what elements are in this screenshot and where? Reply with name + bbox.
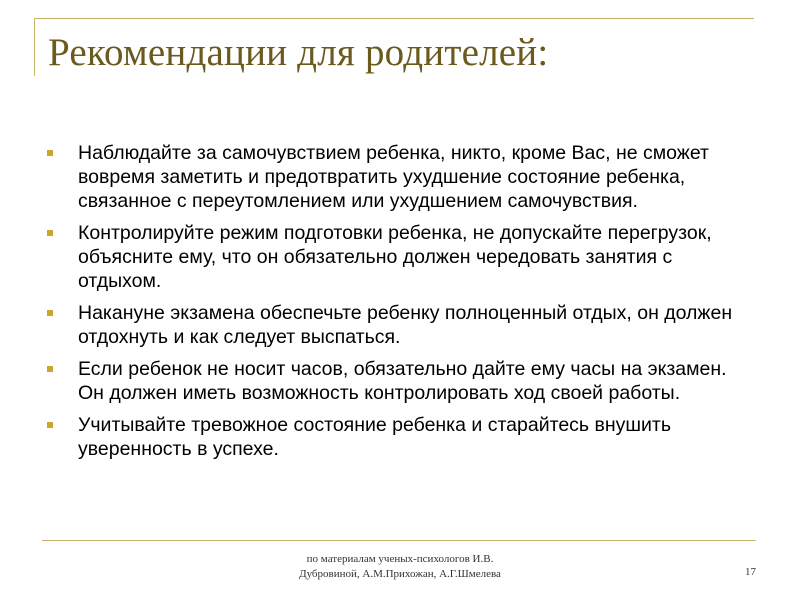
page-number: 17 xyxy=(745,566,756,578)
square-bullet-icon xyxy=(47,150,53,156)
bullet-item xyxy=(44,357,754,405)
frame-bottom-line xyxy=(42,540,756,541)
slide-title: Рекомендации для родителей: xyxy=(48,31,549,74)
bullet-item xyxy=(44,221,754,293)
frame-left-line xyxy=(34,18,35,76)
footer-source xyxy=(250,552,550,582)
square-bullet-icon xyxy=(47,230,53,236)
bullet-text: Наблюдайте за самочувствием ребенка, никто, кроме Вас, не сможет вовремя заметить и предотвратить ухудшение состояние ребенка, связанное с переутомлением или ухудшением самочувствия. xyxy=(78,142,709,212)
bullet-text: Контролируйте режим подготовки ребенка, не допускайте перегрузок, объясните ему, что он обязательно должен чередовать занятия с отдыхом. xyxy=(78,222,712,292)
bullet-text: Учитывайте тревожное состояние ребенка и старайтесь внушить уверенность в успехе. xyxy=(78,414,671,460)
bullet-list xyxy=(44,141,754,469)
footer-line-1: по материалам ученых-психологов И.В. xyxy=(306,553,494,565)
square-bullet-icon xyxy=(47,310,53,316)
square-bullet-icon xyxy=(47,366,53,372)
square-bullet-icon xyxy=(47,422,53,428)
bullet-item xyxy=(44,301,754,349)
frame-top-line xyxy=(34,18,754,19)
bullet-item xyxy=(44,141,754,213)
bullet-text: Накануне экзамена обеспечьте ребенку полноценный отдых, он должен отдохнуть и как следует выспаться. xyxy=(78,302,733,348)
bullet-item xyxy=(44,413,754,461)
bullet-text: Если ребенок не носит часов, обязательно дайте ему часы на экзамен. Он должен иметь возможность контролировать ход своей работы. xyxy=(78,358,727,404)
footer-line-2: Дубровиной, А.М.Прихожан, А.Г.Шмелева xyxy=(299,568,501,580)
